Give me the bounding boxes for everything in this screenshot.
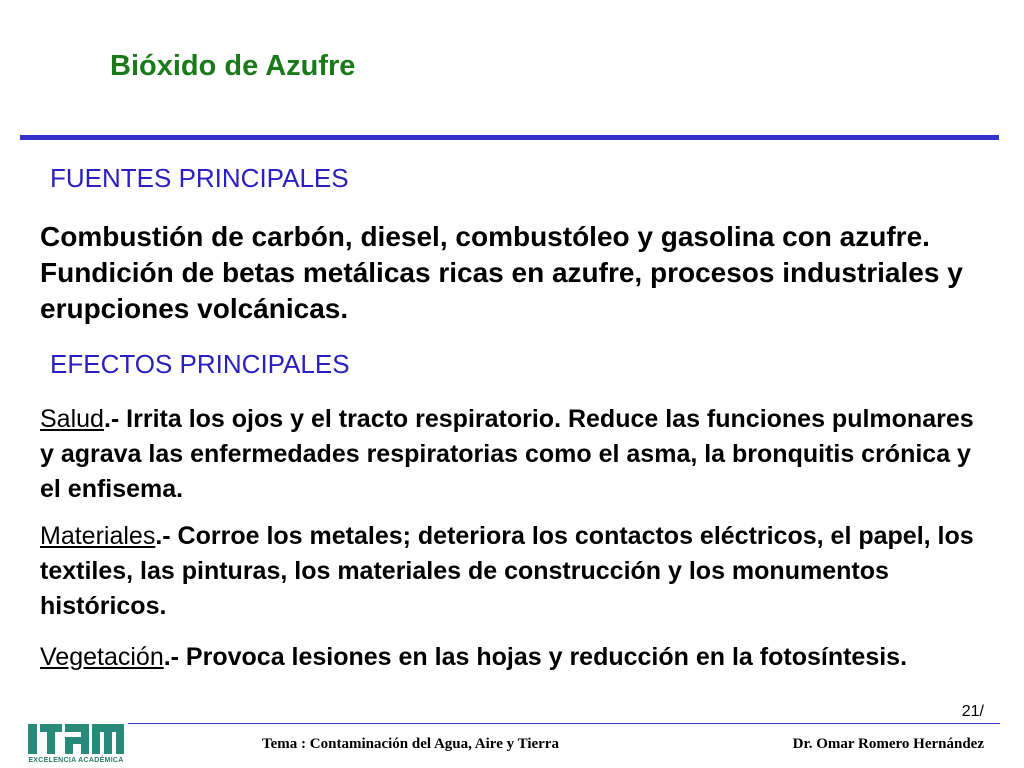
effect-text-salud: .- Irrita los ojos y el tracto respiratorio. Reduce las funciones pulmonares y agrava las enfermedades respiratorias como el asma, la bronquitis crónica y el enfisema. xyxy=(40,405,974,503)
itam-logo-mark xyxy=(26,720,126,756)
effect-text-vegetacion: .- Provoca lesiones en las hojas y reducción en la fotosíntesis. xyxy=(163,643,908,671)
effect-label-salud: Salud xyxy=(40,405,104,433)
slide-title: Bióxido de Azufre xyxy=(110,50,356,82)
effect-item-vegetacion xyxy=(40,640,985,675)
fuentes-text: Combustión de carbón, diesel, combustóleo y gasolina con azufre. Fundición de betas metálicas ricas en azufre, procesos industriales y erupciones volcánicas. xyxy=(40,221,963,324)
effect-text-materiales: .- Corroe los metales; deteriora los contactos eléctricos, el papel, los textiles, las pinturas, los materiales de construcción y los monumentos históricos. xyxy=(40,522,974,620)
efectos-heading: EFECTOS PRINCIPALES xyxy=(50,349,350,379)
effect-item-salud xyxy=(40,402,985,507)
footer-divider xyxy=(128,723,1000,724)
itam-logo xyxy=(26,720,126,766)
page-number: 21/ xyxy=(961,703,984,720)
footer-author: Dr. Omar Romero Hernández xyxy=(792,736,984,752)
footer-topic: Tema : Contaminación del Agua, Aire y Tierra xyxy=(262,736,559,752)
effect-item-materiales xyxy=(40,519,985,624)
title-divider xyxy=(20,135,999,140)
logo-tagline: EXCELENCIA ACADÉMICA xyxy=(28,757,124,764)
effect-label-vegetacion: Vegetación xyxy=(40,643,164,671)
effect-label-materiales: Materiales xyxy=(40,522,156,550)
fuentes-heading: FUENTES PRINCIPALES xyxy=(50,163,349,193)
